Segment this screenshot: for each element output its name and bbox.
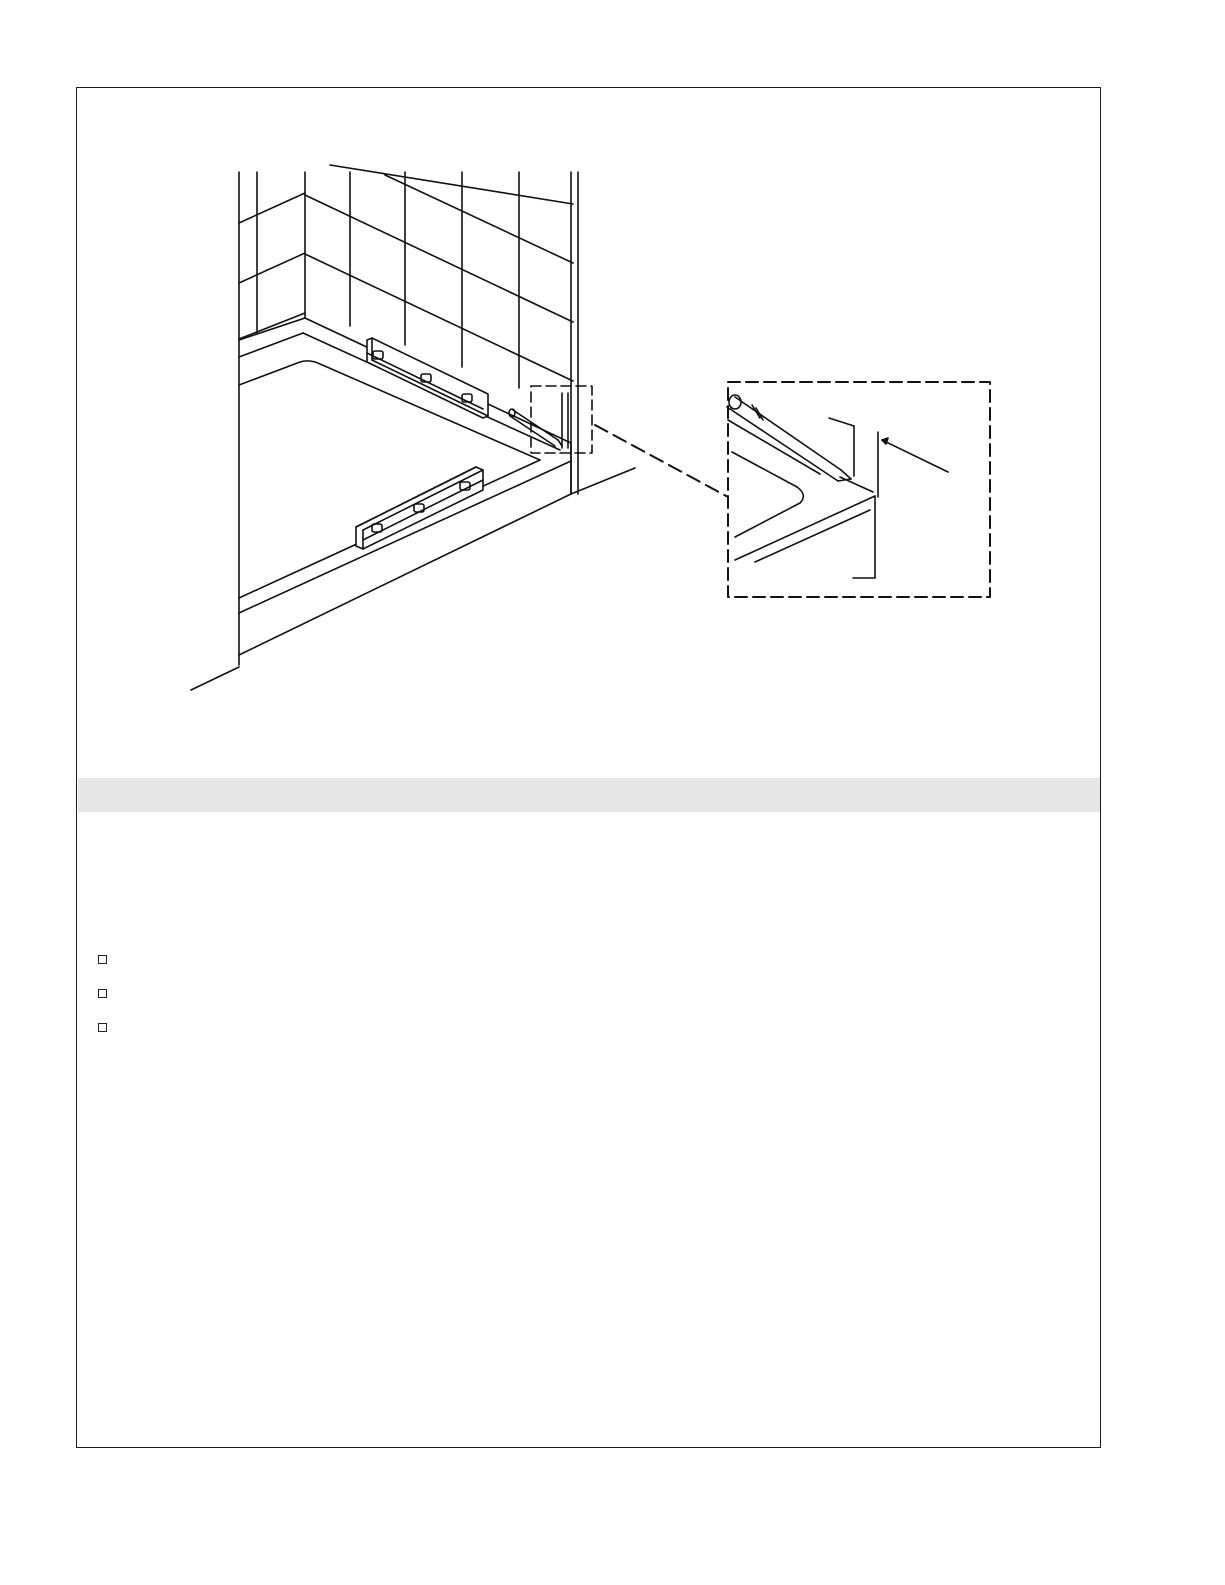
checkbox[interactable] [98, 989, 107, 998]
checkbox[interactable] [98, 1023, 107, 1032]
checklist-item [98, 976, 117, 1010]
detail-view [727, 382, 990, 597]
installation-illustration [0, 0, 1225, 780]
checklist [98, 942, 117, 1044]
level-front [356, 467, 483, 549]
section-header-band [78, 778, 1100, 812]
checkbox[interactable] [98, 955, 107, 964]
level-back [367, 338, 488, 418]
pencil-small [509, 409, 562, 446]
callout-box-small [531, 386, 728, 497]
checklist-item [98, 942, 117, 976]
checklist-item [98, 1010, 117, 1044]
section-header-title [78, 778, 1100, 794]
